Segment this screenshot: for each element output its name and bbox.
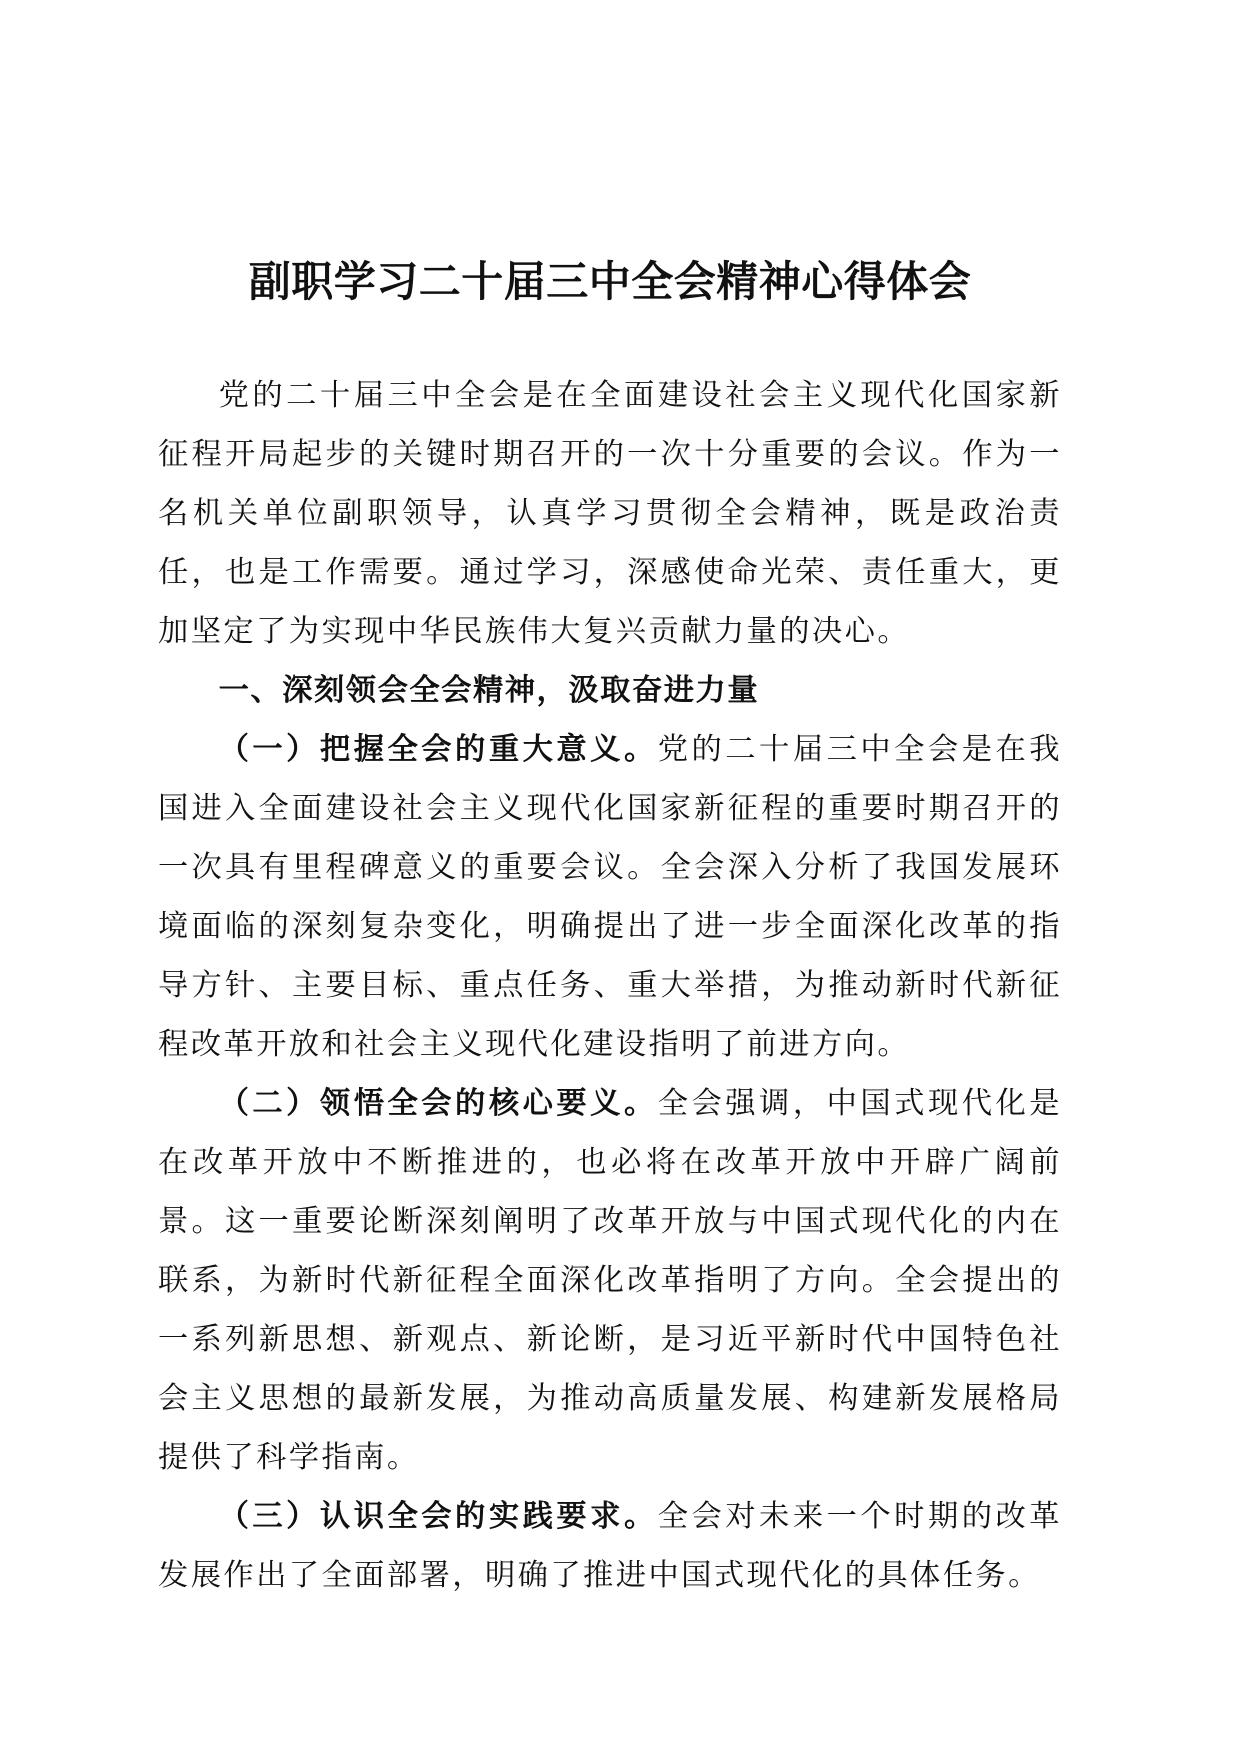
subsection-paragraph-1 [158, 720, 1062, 1074]
subsection-text-3: 全会对未来一个时期的改革发展作出了全面部署，明确了推进中国式现代化的具体任务。 [158, 1499, 1062, 1593]
subsection-paragraph-3 [158, 1487, 1062, 1605]
intro-paragraph: 党的二十届三中全会是在全面建设社会主义现代化国家新征程开局起步的关键时期召开的一次十分重要的会议。作为一名机关单位副职领导，认真学习贯彻全会精神，既是政治责任，也是工作需要。通过学习，深感使命光荣、责任重大，更加坚定了为实现中华民族伟大复兴贡献力量的决心。 [158, 378, 1062, 649]
subsection-lead-3: （三）认识全会的实践要求。 [218, 1499, 658, 1534]
subsection-lead-1: （一）把握全会的重大意义。 [218, 732, 658, 767]
subsection-lead-2: （二）领悟全会的核心要义。 [218, 1086, 658, 1121]
subsection-paragraph-2 [158, 1074, 1062, 1487]
document-title: 副职学习二十届三中全会精神心得体会 [248, 257, 972, 306]
subsection-text-1: 党的二十届三中全会是在我国进入全面建设社会主义现代化国家新征程的重要时期召开的一次具有里程碑意义的重要会议。全会深入分析了我国发展环境面临的深刻复杂变化，明确提出了进一步全面深化改革的指导方针、主要目标、重点任务、重大举措，为推动新时代新征程改革开放和社会主义现代化建设指明了前进方向。 [158, 732, 1062, 1062]
document-body [158, 366, 1062, 1605]
section-heading: 一、深刻领会全会精神，汲取奋进力量 [218, 673, 760, 708]
subsection-text-2: 全会强调，中国式现代化是在改革开放中不断推进的，也必将在改革开放中开辟广阔前景。这一重要论断深刻阐明了改革开放与中国式现代化的内在联系，为新时代新征程全面深化改革指明了方向。全会提出的一系列新思想、新观点、新论断，是习近平新时代中国特色社会主义思想的最新发展，为推动高质量发展、构建新发展格局提供了科学指南。 [158, 1086, 1062, 1475]
